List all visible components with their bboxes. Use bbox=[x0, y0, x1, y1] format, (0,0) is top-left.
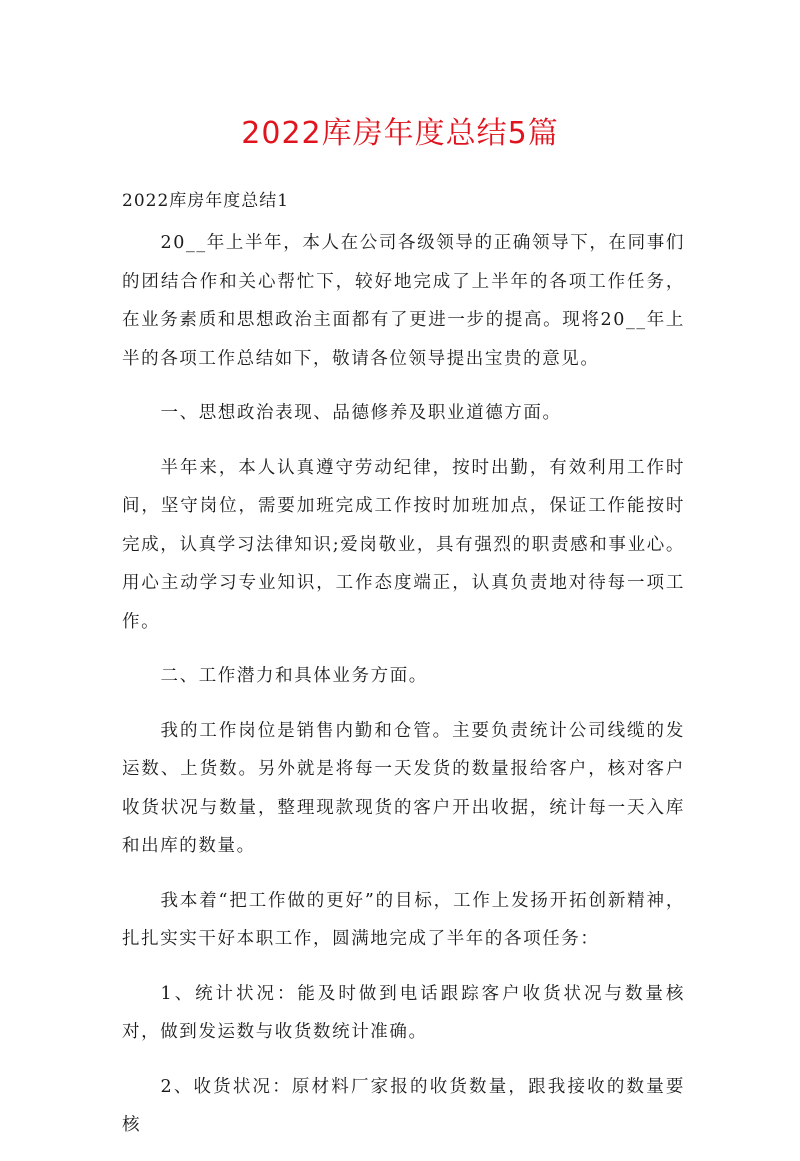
paragraph-heading-1: 一、思想政治表现、品德修养及职业道德方面。 bbox=[160, 403, 562, 423]
paragraph-intro: 20__年上半年，本人在公司各级领导的正确领导下，在同事们的团结合作和关心帮忙下，较好地完成了上半年的各项工作任务，在业务素质和思想政治主面都有了更进一步的提高。现将20__年上半的各项工作总结如下，敬请各位领导提出宝贵的意见。 bbox=[122, 233, 685, 369]
document-body bbox=[122, 224, 685, 1161]
paragraph-duties: 我的工作岗位是销售内勤和仓管。主要负责统计公司线缆的发运数、上货数。另外就是将每一天发货的数量报给客户，核对客户收货状况与数量，整理现款现货的客户开出收据，统计每一天入库和出库的数量。 bbox=[122, 720, 685, 856]
document-title: 2022库房年度总结5篇 bbox=[241, 116, 559, 151]
paragraph-item-1: 1、统计状况：能及时做到电话跟踪客户收货状况与数量核对，做到发运数与收货数统计准确。 bbox=[122, 983, 685, 1042]
paragraph-goal: 我本着“把工作做的更好”的目标，工作上发扬开拓创新精神，扎扎实实干好本职工作，圆满地完成了半年的各项任务： bbox=[122, 890, 685, 949]
paragraph-conduct: 半年来，本人认真遵守劳动纪律，按时出勤，有效利用工作时间，坚守岗位，需要加班完成工作按时加班加点，保证工作能按时完成，认真学习法律知识;爱岗敬业，具有强烈的职责感和事业心。用心主动学习专业知识，工作态度端正，认真负责地对待每一项工作。 bbox=[122, 457, 685, 632]
section-heading: 2022库房年度总结1 bbox=[122, 191, 290, 211]
paragraph-item-2: 2、收货状况：原材料厂家报的收货数量，跟我接收的数量要核 bbox=[122, 1076, 685, 1135]
paragraph-heading-2: 二、工作潜力和具体业务方面。 bbox=[160, 666, 428, 686]
